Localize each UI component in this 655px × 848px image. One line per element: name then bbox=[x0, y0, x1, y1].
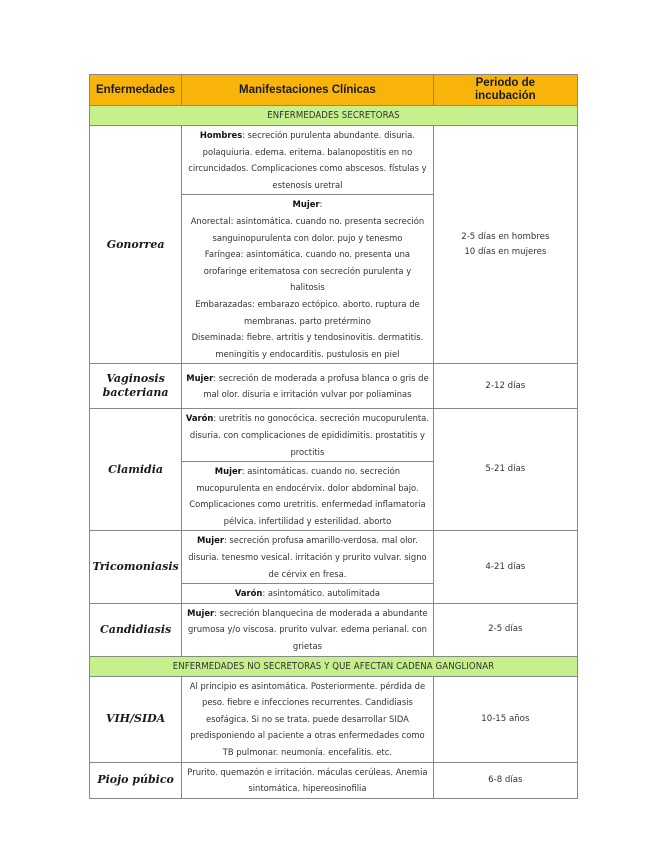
tricomoniasis-mujer-text: : secreción profusa amarillo-verdosa. mal olor. disuria. tenesmo vesical. irritación y prurito vulvar. signo de cérvix en fresa. bbox=[188, 535, 427, 579]
tricomoniasis-varon-label: Varón bbox=[234, 588, 263, 599]
gonorrea-mujer-colon: : bbox=[319, 199, 323, 210]
clamidia-mujer-label: Mujer bbox=[214, 466, 242, 477]
std-table bbox=[89, 74, 578, 799]
candidiasis-period: 2-5 días bbox=[433, 603, 577, 656]
header-incubation bbox=[433, 75, 577, 106]
tricomoniasis-varon-text: : asintomático. autolimitada bbox=[262, 588, 381, 599]
gonorrea-hombres-label: Hombres bbox=[199, 130, 243, 140]
clamidia-varon-text: : uretritis no gonocócica. secreción mucopurulenta. disuria. con complicaciones de epididimitis. prostatitis y proctitis bbox=[189, 413, 429, 457]
piojo-period: 6-8 días bbox=[433, 762, 577, 798]
table-row-gonorrea bbox=[90, 126, 578, 195]
disease-name-clamidia: Clamidia bbox=[90, 409, 182, 531]
header-incubation-line1: Periodo de bbox=[475, 77, 536, 89]
gonorrea-hombres-cell bbox=[182, 126, 434, 195]
tricomoniasis-varon-cell bbox=[182, 584, 434, 604]
vih-period: 10-15 años bbox=[433, 676, 577, 762]
gonorrea-mujer-label: Mujer bbox=[292, 199, 320, 210]
gonorrea-anorectal: Anorectal: asintomática. cuando no. presenta secreción sanguinopurulenta con dolor. pujo y tenesmo bbox=[190, 215, 425, 243]
vaginosis-manif-cell bbox=[182, 364, 434, 409]
clamidia-period: 5-21 días bbox=[433, 409, 577, 531]
clamidia-mujer-cell bbox=[182, 462, 434, 531]
vaginosis-text: : secreción de moderada a profusa blanca o gris de mal olor. disuria e irritación vulvar por poliaminas bbox=[203, 372, 429, 400]
gonorrea-mujer-cell bbox=[182, 195, 434, 364]
vaginosis-name-line2: bacteriana bbox=[102, 386, 169, 400]
disease-name-piojo: Piojo púbico bbox=[90, 762, 182, 798]
disease-name-tricomoniasis: Tricomoniasis bbox=[90, 531, 182, 603]
clamidia-varon-cell bbox=[182, 409, 434, 462]
header-incubation-line2: incubación bbox=[474, 90, 536, 102]
disease-name-vaginosis bbox=[90, 364, 182, 409]
candidiasis-manif-cell bbox=[182, 603, 434, 656]
tricomoniasis-mujer-label: Mujer bbox=[196, 535, 224, 546]
table-row-vih bbox=[90, 676, 578, 762]
clamidia-varon-label: Varón bbox=[185, 413, 214, 424]
gonorrea-faringea: Faríngea: asintomática. cuando no. presenta una orofaringe eritematosa con secreción purulenta y halitosis bbox=[203, 249, 412, 293]
piojo-manif: Prurito. quemazón e irritación. máculas cerúleas. Anemia sintomática. hipereosinofilia bbox=[182, 762, 434, 798]
gonorrea-diseminada: Diseminada: fiebre. artritis y tendosinovitis. dermatitis. meningitis y endocarditis. pustulosis en piel bbox=[191, 332, 424, 359]
gonorrea-period-line1: 2-5 días en hombres bbox=[461, 231, 550, 242]
section-row-secretoras bbox=[90, 106, 578, 126]
gonorrea-period-cell bbox=[433, 126, 577, 364]
gonorrea-hombres-text: : secreción purulenta abundante. disuria. polaquiuria. edema. eritema. balanopostitis en no circuncidados. Complicaciones como abscesos. fístulas y estenosis uretral bbox=[188, 130, 427, 190]
table-row-vaginosis bbox=[90, 364, 578, 409]
candidiasis-label: Mujer bbox=[187, 607, 215, 618]
section-row-no-secretoras bbox=[90, 656, 578, 676]
header-manifestations: Manifestaciones Clínicas bbox=[182, 75, 434, 106]
clamidia-mujer-text: : asintomáticas. cuando no. secreción mucopurulenta en endocérvix. dolor abdominal bajo. Complicaciones como uretritis. enfermedad inflamatoria pélvica. infertilidad y esterilidad. aborto bbox=[189, 466, 426, 526]
tricomoniasis-mujer-cell bbox=[182, 531, 434, 584]
table-row-candidiasis bbox=[90, 603, 578, 656]
gonorrea-embarazadas: Embarazadas: embarazo ectópico. aborto. ruptura de membranas. parto pretérmino bbox=[195, 298, 420, 326]
header-row bbox=[90, 75, 578, 106]
vaginosis-period: 2-12 días bbox=[433, 364, 577, 409]
header-diseases: Enfermedades bbox=[90, 75, 182, 106]
table-row-piojo bbox=[90, 762, 578, 798]
candidiasis-text: : secreción blanquecina de moderada a abundante grumosa y/o viscosa. prurito vulvar. edema perianal. con grietas bbox=[187, 607, 428, 652]
table-row-tricomoniasis bbox=[90, 531, 578, 584]
tricomoniasis-period: 4-21 días bbox=[433, 531, 577, 603]
disease-name-candidiasis: Candidiasis bbox=[90, 603, 182, 656]
vaginosis-name-line1: Vaginosis bbox=[106, 372, 165, 386]
disease-name-gonorrea: Gonorrea bbox=[90, 126, 182, 364]
disease-name-vih: VIH/SIDA bbox=[90, 676, 182, 762]
section-title-secretoras: ENFERMEDADES SECRETORAS bbox=[90, 106, 578, 126]
table-row-clamidia bbox=[90, 409, 578, 462]
vaginosis-label: Mujer bbox=[186, 372, 214, 383]
gonorrea-period-line2: 10 días en mujeres bbox=[464, 246, 547, 257]
section-title-no-secretoras: ENFERMEDADES NO SECRETORAS Y QUE AFECTAN CADENA GANGLIONAR bbox=[90, 656, 578, 676]
vih-manif: Al principio es asintomática. Posteriormente. pérdida de peso. fiebre e infecciones recurrentes. Candidiasis esofágica. Si no se trata. puede desarrollar SIDA predisponiendo al paciente a otras enfermedades como TB pulmonar. neumonía. encefalitis. etc. bbox=[182, 676, 434, 762]
